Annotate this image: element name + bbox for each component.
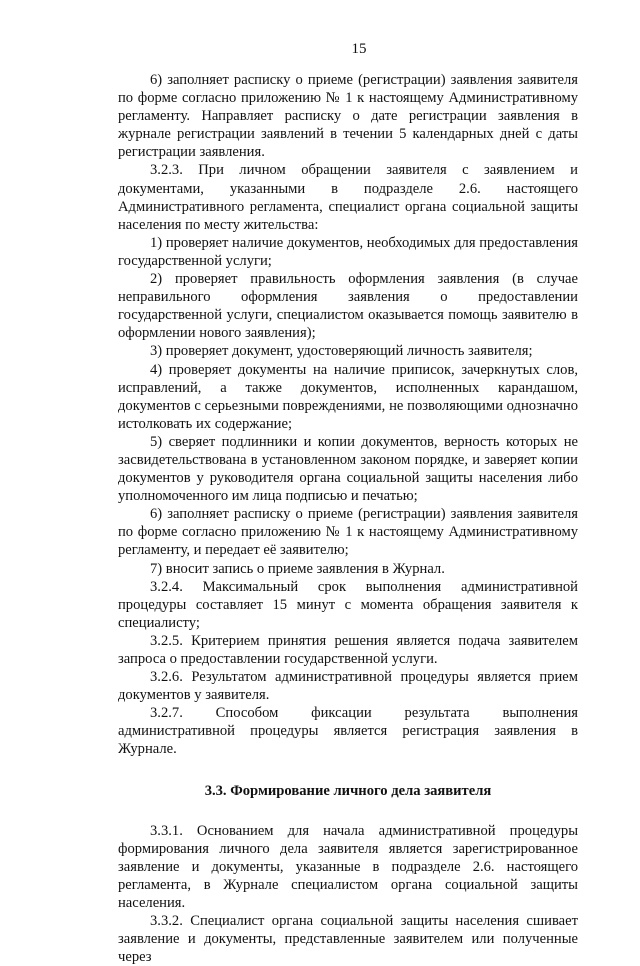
paragraph: 4) проверяет документы на наличие приписок, зачеркнутых слов, исправлений, а также документов, исполненных карандашом, документов с серьезными повреждениями, не позволяющими однозначно истолковать их содержание; (118, 361, 578, 432)
paragraph: 5) сверяет подлинники и копии документов, верность которых не засвидетельствована в установленном законом порядке, и заверяет копии документов у руководителя органа социальной защиты населения либо уполномоченного им лица подписью и печатью; (118, 433, 578, 505)
paragraph: 7) вносит запись о приеме заявления в Журнал. (150, 560, 445, 577)
paragraph: 3.2.3. При личном обращении заявителя с заявлением и документами, указанными в подразделе 2.6. настоящего Административного регламента, специалист органа социальной защиты населения по месту жительства: (118, 162, 578, 233)
paragraph: 6) заполняет расписку о приеме (регистрации) заявления заявителя по форме согласно приложению № 1 к настоящему Административному регламенту. Направляет расписку о дате регистрации заявления в журнале регистрации заявлений в течении 5 календарных дней с даты регистрации заявления. (118, 72, 578, 161)
paragraph: 3.2.5. Критерием принятия решения является подача заявителем запроса о предоставлении государственной услуги. (118, 632, 578, 667)
paragraph: 3.2.6. Результатом административной процедуры является прием документов у заявителя. (118, 669, 578, 704)
page-number: 15 (351, 41, 367, 57)
paragraph: 2) проверяет правильность оформления заявления (в случае неправильного оформления заявления о предоставлении государственной услуги, специалистом оказывается помощь заявителю в оформлении нового заявления); (118, 271, 578, 342)
paragraph: 3.3.2. Специалист органа социальной защиты населения сшивает заявление и документы, представленные заявителем или полученные через (118, 913, 578, 966)
paragraph: 3.2.4. Максимальный срок выполнения административной процедуры составляет 15 минут с момента обращения заявителя к специалисту; (118, 578, 578, 631)
paragraph: 3.3.1. Основанием для начала административной процедуры формирования личного дела заявителя является зарегистрированное заявление и документы, указанные в подразделе 2.6. настоящего регламента, в Журнале специалистом органа социальной защиты населения. (118, 822, 578, 911)
paragraph: 3.2.7. Способом фиксации результата выполнения административной процедуры является регистрация заявления в Журнале. (118, 705, 578, 758)
section-heading: 3.3. Формирование личного дела заявителя (204, 782, 492, 799)
paragraph: 3) проверяет документ, удостоверяющий личность заявителя; (150, 343, 533, 360)
paragraph: 1) проверяет наличие документов, необходимых для предоставления государственной услуги; (118, 234, 578, 269)
paragraph: 6) заполняет расписку о приеме (регистрации) заявления заявителя по форме согласно приложению № 1 к настоящему Административному регламенту, и передает её заявителю; (118, 506, 578, 559)
